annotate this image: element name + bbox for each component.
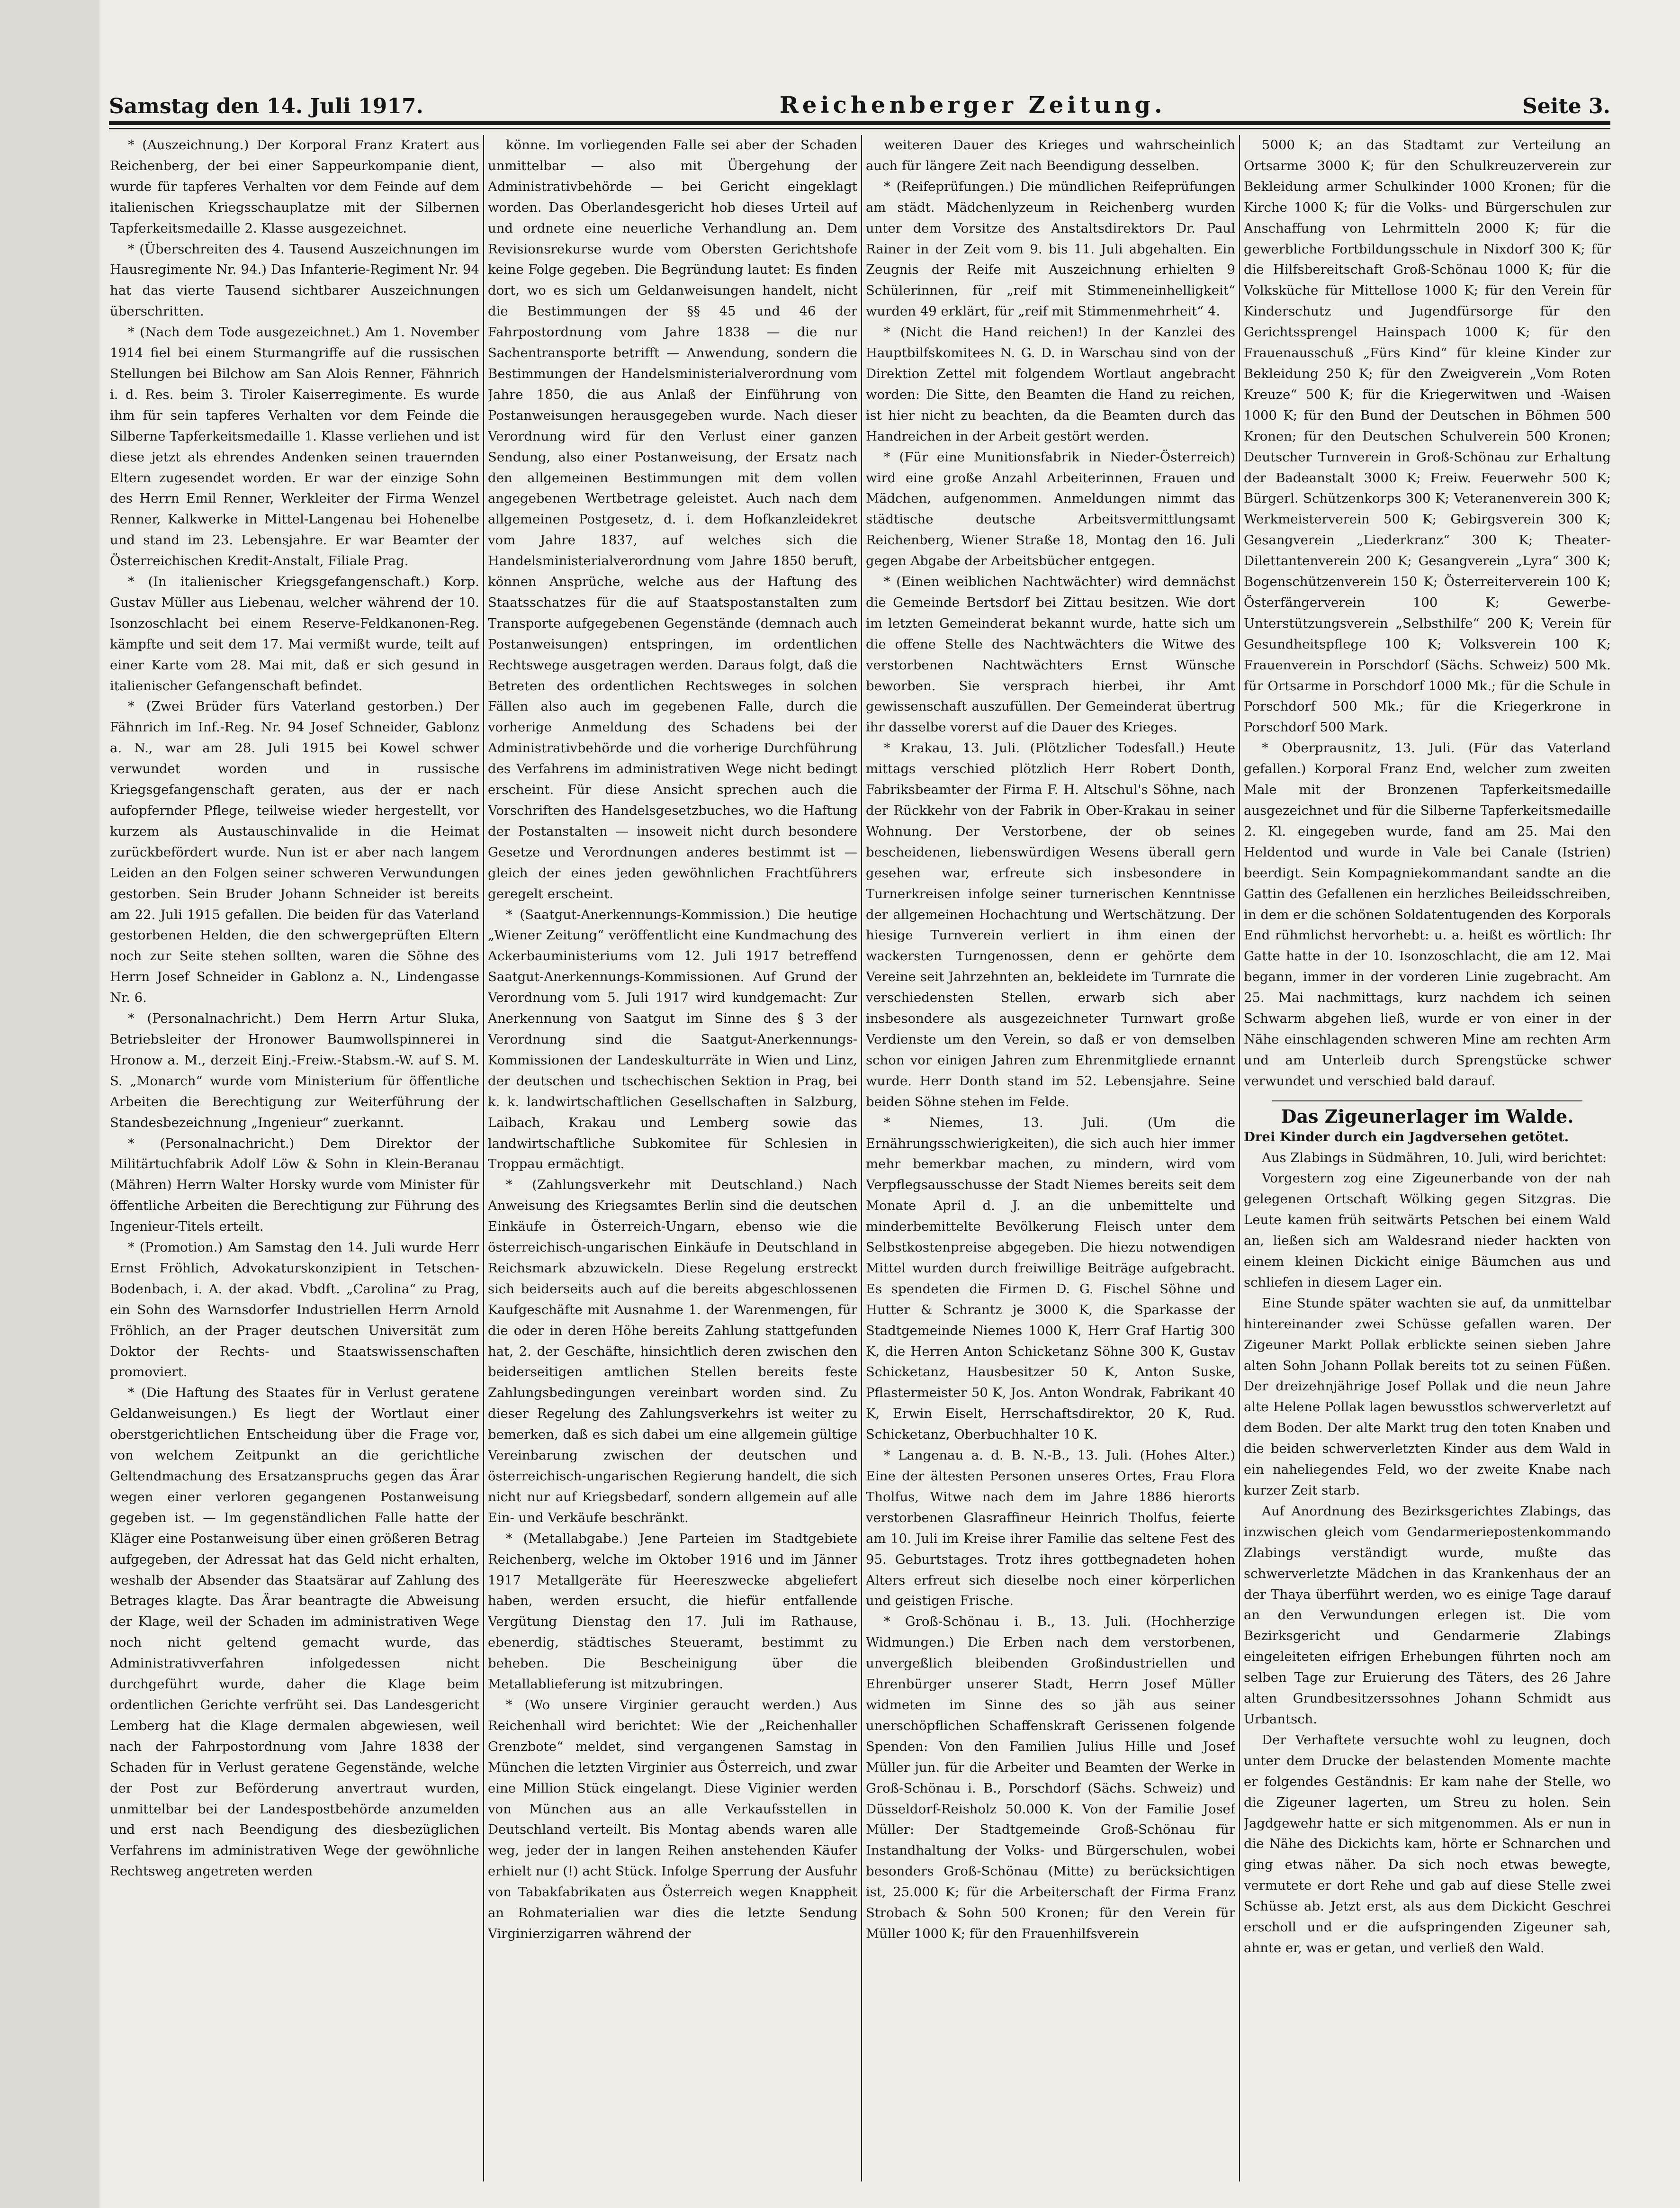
newspaper-title: Reichenberger Zeitung. [779,92,1166,118]
issue-date: Samstag den 14. Juli 1917. [109,94,423,118]
article-paragraph: Auf Anordnung des Bezirksgerichtes Zlabings, das inzwischen gleich vom Gendarmeriepostenkommando Zlabings verständigt wurde, mußte das schwerverletzte Mädchen in das Krankenhaus der an der Thaya überführt werden, wo es einige Tage darauf an den Verwundungen erlegen ist. Die vom Bezirksgericht und Gendarmerie Zlabings eingeleiteten eifrigen Erhebungen führten noch am selben Tage zur Eruierung des Täters, des 26 Jahre alten Grundbesitzerssohnes Johann Schmidt aus Urbantsch. [1244,1503,1611,1727]
news-item: * (Überschreiten des 4. Tausend Auszeichnungen im Hausregimente Nr. 94.) Das Infanterie-Regiment Nr. 94 hat das vierte Tausend sichtbarer Auszeichnungen überschritten. [110,241,479,319]
news-item: könne. Im vorliegenden Falle sei aber der Schaden unmittelbar — also mit Übergehung der Administrativbehörde — bei Gericht eingeklagt worden. Das Oberlandesgericht hob dieses Urteil auf und ordnete eine neuerliche Verhandlung an. Dem Revisionsrekurse wurde vom Obersten Gerichtshofe keine Folge gegeben. Die Begründung lautet: Es finden dort, wo es sich um Geldanweisungen handelt, nicht die Bestimmungen der §§ 45 und 46 der Fahrpostordnung vom Jahre 1838 — die nur Sachentransporte betrifft — Anwendung, sondern die Bestimmungen der Handelsministerialverordnung vom Jahre 1850, die aus Anlaß der Einführung von Postanweisungen herausgegeben wurde. Nach dieser Verordnung wird für den Verlust einer ganzen Sendung, also einer Postanweisung, der Ersatz nach den allgemeinen Bestimmungen mit dem vollen angegebenen Wertbetrage geleistet. Auch nach dem allgemeinen Postgesetz, d. i. dem Hofkanzleidekret vom Jahre 1837, auf welches sich die Handelsministerialverordnung vom Jahre 1850 beruft, können Ansprüche, welche aus der Haftung des Staatsschatzes für die auf Staatspostanstalten zum Transporte aufgegebenen Gegenstände (demnach auch Postanweisungen) entspringen, im ordentlichen Rechtswege ausgetragen werden. Daraus folgt, daß die Betreten des ordentlichen Rechtsweges in solchen Fällen also auch im gegebenen Falle, durch die vorherige Anmeldung des Schadens bei der Administrativbehörde und die vorherige Durchführung des Verfahrens im administrativen Wege nicht bedingt erscheint. Für diese Ansicht sprechen auch die Vorschriften des Handelsgesetzbuches, wo die Haftung der Postanstalten — insoweit nicht durch besondere Gesetze und Verordnungen anderes bestimmt ist — gleich der eines jeden gewöhnlichen Frachtführers geregelt erscheint. [488,137,857,901]
news-item: * (Personalnachricht.) Dem Direktor der Militärtuchfabrik Adolf Löw & Sohn in Klein-Beranau (Mähren) Herrn Walter Horsky wurde vom Minister für öffentliche Arbeiten die Berechtigung zur Führung des Ingenieur-Titels erteilt. [110,1136,479,1235]
column-3 [866,135,1235,2181]
news-item: * (Metallabgabe.) Jene Parteien im Stadtgebiete Reichenberg, welche im Oktober 1916 und im Jänner 1917 Metallgeräte für Heereszwecke abgeliefert haben, werden ersucht, die hiefür entfallende Vergütung Dienstag den 17. Juli im Rathause, ebenerdig, städtisches Steueramt, bestimmt zu beheben. Die Bescheinigung über die Metallablieferung ist mitzubringen. [488,1531,857,1692]
header-rule [109,121,1610,125]
news-item: * (Reifeprüfungen.) Die mündlichen Reifeprüfungen am städt. Mädchenlyzeum in Reichenberg wurden unter dem Vorsitze des Anstaltsdirektors Dr. Paul Rainer in der Zeit vom 9. bis 11. Juli abgehalten. Ein Zeugnis der Reife mit Auszeichnung erhielten 9 Schülerinnen, für „reif mit Stimmeneinhelligkeit“ wurden 49 erklärt, für „reif mit Stimmenmehrheit“ 4. [866,179,1235,319]
news-item: * (Promotion.) Am Samstag den 14. Juli wurde Herr Ernst Fröhlich, Advokaturskonzipient in Tetschen-Bodenbach, i. A. der akad. Vbdft. „Carolina“ zu Prag, ein Sohn des Warnsdorfer Industriellen Herrn Arnold Fröhlich, an der Prager deutschen Universität zum Doktor der Rechts- und Staatswissenschaften promoviert. [110,1240,479,1380]
news-item: * (Wo unsere Virginier geraucht werden.) Aus Reichenhall wird berichtet: Wie der „Reichenhaller Grenzbote“ meldet, sind vergangenen Samstag in München die letzten Virginier aus Österreich, und zwar eine Million Stück eingelangt. Diese Viginier werden von München aus an alle Verkaufsstellen in Deutschland verteilt. Bis Montag abends waren alle weg, jeder der in langen Reihen anstehenden Käufer erhielt nur (!) acht Stück. Infolge Sperrung der Ausfuhr von Tabakfabrikaten aus Österreich wegen Knappheit an Rohmaterialien war dies die letzte Sendung Virginierzigarren während der [488,1697,857,1941]
news-item: * (Die Haftung des Staates für in Verlust geratene Geldanweisungen.) Es liegt der Wortlaut einer oberstgerichtlichen Entscheidung über die Frage vor, von welchem Zeitpunkt an die gerichtliche Geltendmachung des Ersatzanspruchs gegen das Ärar wegen einer verloren gegangenen Postanweisung gegeben ist. — Im gegenständlichen Falle hatte der Kläger eine Postanweisung über einen größeren Betrag aufgegeben, der Adressat hat das Geld nicht erhalten, weshalb der Absender das Staatsärar auf Zahlung des Betrages klagte. Das Ärar beantragte die Abweisung der Klage, weil der Schaden im administrativen Wege noch nicht geltend gemacht wurde, das Administrativverfahren infolgedessen nicht durchgeführt wurde, daher die Klage beim ordentlichen Gerichte verfrüht sei. Das Landesgericht Lemberg hat die Klage dermalen abgewiesen, weil nach der Fahrpostordnung vom Jahre 1838 der Schaden für in Verlust geratene Gegenstände, welche der Post zur Beförderung anvertraut wurden, unmittelbar bei der Landespostbehörde anzumelden und erst nach Beendigung des diesbezüglichen Verfahrens im administrativen Wege der gewöhnliche Rechtsweg angetreten werden [110,1385,479,1879]
header-rule-thin [109,128,1610,129]
article-paragraph: Eine Stunde später wachten sie auf, da unmittelbar hintereinander zwei Schüsse gefallen waren. Der Zigeuner Markt Pollak erblickte seinen sieben Jahre alten Sohn Johann Pollak bereits tot zu seinen Füßen. Der dreizehnjährige Josef Pollak und die neun Jahre alte Helene Pollak lagen bewusstlos schwerverletzt auf dem Boden. Der alte Markt trug den toten Knaben und die beiden schwerverletzten Kinder aus dem Wald in ein naheliegendes Feld, wo der zweite Knabe nach kurzer Zeit starb. [1244,1295,1611,1498]
article-paragraph: Der Verhaftete versuchte wohl zu leugnen, doch unter dem Drucke der belastenden Momente machte er folgendes Geständnis: Er kam nahe der Stelle, wo die Zigeuner lagerten, um Streu zu holen. Sein Jagdgewehr hatte er sich mitgenommen. Als er nun in die Nähe des Dickichts kam, hörte er Schnarchen und ging etwas näher. Da sich noch etwas bewegte, vermutete er dort Rehe und gab auf diese Stelle zwei Schüsse ab. Jetzt erst, als aus dem Dickicht Geschrei erscholl und er die aufspringenden Zigeuner sah, ahnte er, was er getan, und verließ den Wald. [1244,1732,1611,1956]
news-item: * Oberprausnitz, 13. Juli. (Für das Vaterland gefallen.) Korporal Franz End, welcher zum zweiten Male mit der Bronzenen Tapferkeitsmedaille ausgezeichnet und für die Silberne Tapferkeitsmedaille 2. Kl. eingegeben wurde, fand am 25. Mai den Heldentod und wurde in Vale bei Canale (Istrien) beerdigt. Sein Kompagniekommandant sandte an die Gattin des Gefallenen ein herzliches Beileidsschreiben, in dem er die schönen Soldatentugenden des Korporals End rühmlichst hervorhebt: u. a. heißt es wörtlich: Ihr Gatte hatte in der 10. Isonzoschlacht, die am 12. Mai begann, immer in der vorderen Linie zugebracht. Am 25. Mai nachmittags, kurz nachdem ich seinen Schwarm abgehen ließ, wurde er von einer in der Nähe einschlagenden schweren Mine am rechten Arm und am Unterleib durch Sprengstücke schwer verwundet und verschied bald darauf. [1244,740,1611,1089]
news-item: * (Nicht die Hand reichen!) In der Kanzlei des Hauptbilfskomitees N. G. D. in Warschau sind von der Direktion Zettel mit folgendem Wortlaut angebracht worden: Die Sitte, den Beamten die Hand zu reichen, ist hier nicht zu beachten, da die Beamten durch das Handreichen in der Arbeit gestört werden. [866,324,1235,444]
news-item: * Niemes, 13. Juli. (Um die Ernährungsschwierigkeiten), die sich auch hier immer mehr bemerkbar machen, zu mindern, wird vom Verpflegsausschusse der Stadt Niemes bereits seit dem Monate April d. J. an die unbemittelte und minderbemittelte Bevölkerung Fleisch unter dem Selbstkostenpreise abgegeben. Die hiezu notwendigen Mittel wurden durch freiwillige Beiträge aufgebracht. Es spendeten die Firmen D. G. Fischel Söhne und Hutter & Schrantz je 3000 K, die Sparkasse der Stadtgemeinde Niemes 1000 K, Herr Graf Hartig 300 K, die Herren Anton Schicketanz Söhne 300 K, Gustav Schicketanz, Hausbesitzer 50 K, Anton Suske, Pflastermeister 50 K, Jos. Anton Wondrak, Fabrikant 40 K, Erwin Eiselt, Herrschaftsdirektor, 20 K, Rud. Schicketanz, Oberbuchhalter 10 K. [866,1115,1235,1442]
article-paragraph: Vorgestern zog eine Zigeunerbande von der nah gelegenen Ortschaft Wölking gegen Sitzgras. Die Leute kamen früh seitwärts Petschen bei einem Wald an, ließen sich am Waldesrand nieder hackten von einem kleinen Dickicht einige Bäumchen aus und schliefen in diesem Lager ein. [1244,1171,1611,1290]
article-subheading: Drei Kinder durch ein Jagdversehen getötet. [1244,1129,1569,1145]
news-item: * (Personalnachricht.) Dem Herrn Artur Sluka, Betriebsleiter der Hronower Baumwollspinnerei in Hronow a. M., derzeit Einj.-Freiw.-Stabsm.-W. auf S. M. S. „Monarch“ wurde vom Ministerium für öffentliche Arbeiten die Berechtigung zur Weiterführung der Standesbezeichnung „Ingenieur“ zuerkannt. [110,1011,479,1130]
news-item: * (Nach dem Tode ausgezeichnet.) Am 1. November 1914 fiel bei einem Sturmangriffe auf die russischen Stellungen bei Bilchow am San Alois Renner, Fähnrich i. d. Res. beim 3. Tiroler Kaiserregimente. Es wurde ihm für sein tapferes Verhalten vor dem Feinde die Silberne Tapferkeitsmedaille 1. Klasse verliehen und ist diese jetzt als ehrendes Andenken seinen trauernden Eltern zugesendet worden. Er war der einzige Sohn des Herrn Emil Renner, Werkleiter der Firma Wenzel Renner, Kalkwerke in Mittel-Langenau bei Hohenelbe und stand im 23. Lebensjahre. Er war Beamter der Österreichischen Kredit-Anstalt, Filiale Prag. [110,324,479,569]
news-item: 5000 K; an das Stadtamt zur Verteilung an Ortsarme 3000 K; für den Schulkreuzerverein zur Bekleidung armer Schulkinder 1000 Kronen; für die Kirche 1000 K; für die Volks- und Bürgerschulen zur Anschaffung von Lehrmitteln 2000 K; für die gewerbliche Fortbildungsschule in Nixdorf 300 K; für die Hilfsbereitschaft Groß-Schönau 1000 K; für die Volksküche für Mittellose 1000 K; für den Verein für Kinderschutz und Jugendfürsorge für den Gerichtssprengel Hainspach 1000 K; für den Frauenausschuß „Fürs Kind“ für kleine Kinder zur Bekleidung 250 K; für den Zweigverein „Vom Roten Kreuze“ 500 K; für die Kriegerwitwen und -Waisen 1000 K; für den Bund der Deutschen in Böhmen 500 Kronen; für den Deutschen Schulverein 500 Kronen; Deutscher Turnverein in Groß-Schönau zur Erhaltung der Badeanstalt 3000 K; Freiw. Feuerwehr 500 K; Bürgerl. Schützenkorps 300 K; Veteranenverein 300 K; Werkmeisterverein 500 K; Gebirgsverein 300 K; Gesangverein „Liederkranz“ 300 K; Theater-Dilettantenverein 200 K; Gesangverein „Lyra“ 300 K; Bogenschützenverein 150 K; Österreiterverein 100 K; Österfängerverein 100 K; Gewerbe-Unterstützungsverein „Selbsthilfe“ 200 K; Verein für Gesundheitspflege 100 K; Volksverein 100 K; Frauenverein in Porschdorf (Sächs. Schweiz) 500 Mk. für Ortsarme in Porschdorf 1000 Mk.; für die Schule in Porschdorf 500 Mk.; für die Kriegerkrone in Porschdorf 500 Mark. [1244,137,1611,735]
news-item: * Groß-Schönau i. B., 13. Juli. (Hochherzige Widmungen.) Die Erben nach dem verstorbenen, unvergeßlich bleibenden Großindustriellen und Ehrenbürger unserer Stadt, Herrn Josef Müller widmeten im Sinne des so jäh aus seiner unerschöpflichen Schaffenskraft Gerissenen folgende Spenden: Von den Familien Julius Hille und Josef Müller jun. für die Arbeiter und Beamten der Werke in Groß-Schönau i. B., Porschdorf (Sächs. Schweiz) und Düsseldorf-Reisholz 50.000 K. Von der Familie Josef Müller: Der Stadtgemeinde Groß-Schönau für Instandhaltung der Volks- und Bürgerschulen, wobei besonders Groß-Schönau (Mitte) zu berücksichtigen ist, 25.000 K; für die Arbeiterschaft der Firma Franz Strobach & Sohn 500 Kronen; für den Verein für Müller 1000 K; für den Frauenhilfsverein [866,1614,1235,1941]
news-item: * Langenau a. d. B. N.-B., 13. Juli. (Hohes Alter.) Eine der ältesten Personen unseres Ortes, Frau Flora Tholfus, Witwe nach dem im Jahre 1886 hierorts verstorbenen Glasraffineur Heinrich Tholfus, feierte am 10. Juli im Kreise ihrer Familie das seltene Fest des 95. Geburtstages. Trotz ihres gottbegnadeten hohen Alters erfreut sich dieselbe noch einer körperlichen und geistigen Frische. [866,1448,1235,1609]
news-item: * (Saatgut-Anerkennungs-Kommission.) Die heutige „Wiener Zeitung“ veröffentlicht eine Kundmachung des Ackerbauministeriums vom 12. Juli 1917 betreffend Saatgut-Anerkennungs-Kommissionen. Auf Grund der Verordnung vom 5. Juli 1917 wird kundgemacht: Zur Anerkennung von Saatgut im Sinne des § 3 der Verordnung sind die Saatgut-Anerkennungs-Kommissionen der Landeskulturräte in Wien und Linz, der deutschen und tschechischen Sektion in Prag, bei k. k. landwirtschaftlichen Gesellschaften in Salzburg, Laibach, Krakau und Lemberg sowie das landwirtschaftliche Subkomitee für Schlesien in Troppau ermächtigt. [488,907,857,1172]
article-heading: Das Zigeunerlager im Walde. [1281,1105,1574,1127]
news-item: * (Zwei Brüder fürs Vaterland gestorben.) Der Fähnrich im Inf.-Reg. Nr. 94 Josef Schneider, Gablonz a. N., war am 28. Juli 1915 bei Kowel schwer verwundet worden und in russische Kriegsgefangenschaft geraten, aus der er nach aufopfernder Pflege, teilweise wieder hergestellt, vor kurzem als Austauschinvalide in die Heimat zurückbefördert wurde. Nun ist er aber nach langem Leiden an den Folgen seiner schweren Verwundungen gestorben. Sein Bruder Johann Schneider ist bereits am 22. Juli 1915 gefallen. Die beiden für das Vaterland gestorbenen Helden, die den schwergeprüften Eltern noch zur Seite stehen sollten, waren die Söhne des Herrn Josef Schneider in Gablonz a. N., Lindengasse Nr. 6. [110,699,479,1006]
column-divider [861,135,862,2181]
news-item: * (In italienischer Kriegsgefangenschaft.) Korp. Gustav Müller aus Liebenau, welcher während der 10. Isonzoschlacht bei einem Reserve-Feldkanonen-Reg. kämpfte und seit dem 17. Mai vermißt wurde, teilt auf einer Karte vom 28. Mai mit, daß er sich gesund in italienischer Gefangenschaft befindet. [110,574,479,694]
article-paragraph: Aus Zlabings in Südmähren, 10. Juli, wird berichtet: [1262,1150,1607,1165]
news-item: * (Einen weiblichen Nachtwächter) wird demnächst die Gemeinde Bertsdorf bei Zittau besitzen. Wie dort im letzten Gemeinderat bekannt wurde, hatte sich um die offene Stelle des Nachtwächters die Witwe des verstorbenen Nachtwächters Ernst Wünsche beworben. Sie versprach hierbei, ihr Amt gewissenschaft auszufüllen. Der Gemeinderat übertrug ihr dasselbe vorerst auf die Dauer des Krieges. [866,574,1235,735]
page-margin [0,0,99,2208]
column-divider [483,135,484,2181]
news-item: * (Für eine Munitionsfabrik in Nieder-Österreich) wird eine große Anzahl Arbeiterinnen, Frauen und Mädchen, aufgenommen. Anmeldungen nimmt das städtische deutsche Arbeitsvermittlungsamt Reichenberg, Wiener Straße 18, Montag den 16. Juli gegen Abgabe der Arbeitsbücher entgegen. [866,449,1235,569]
column-divider [1239,135,1240,2181]
news-item: weiteren Dauer des Krieges und wahrscheinlich auch für längere Zeit nach Beendigung desselben. [866,137,1235,173]
column-4 [1244,135,1611,2181]
masthead [109,85,1610,118]
page-number: Seite 3. [1522,94,1610,118]
news-item: * (Auszeichnung.) Der Korporal Franz Kratert aus Reichenberg, der bei einer Sappeurkompanie dient, wurde für tapferes Verhalten vor dem Feinde auf dem italienischen Kriegsschauplatze mit der Silbernen Tapferkeitsmedaille 2. Klasse ausgezeichnet. [110,137,479,236]
column-2 [488,135,857,2181]
news-item: * Krakau, 13. Juli. (Plötzlicher Todesfall.) Heute mittags verschied plötzlich Herr Robert Donth, Fabriksbeamter der Firma F. H. Altschul's Söhne, nach der Rückkehr von der Fabrik in Ober-Krakau in seiner Wohnung. Der Verstorbene, der ob seines bescheidenen, liebenswürdigen Wesens überall gern gesehen war, erfreute sich insbesondere in Turnerkreisen infolge seiner turnerischen Kenntnisse der allgemeinen Hochachtung und Wertschätzung. Der hiesige Turnverein verliert in ihm einen der wackersten Turngenossen, denn er gehörte dem Vereine seit Jahrzehnten an, bekleidete im Turnrate die verschiedensten Stellen, erwarb sich aber insbesondere als ausgezeichneter Turnwart große Verdienste um den Verein, so daß er von demselben schon vor einigen Jahren zum Ehrenmitgliede ernannt wurde. Herr Donth stand im 52. Lebensjahre. Seine beiden Söhne stehen im Felde. [866,740,1235,1109]
column-1 [110,135,479,2181]
news-item: * (Zahlungsverkehr mit Deutschland.) Nach Anweisung des Kriegsamtes Berlin sind die deutschen Einkäufe in Österreich-Ungarn, ebenso wie die österreichisch-ungarischen Einkäufe in Deutschland in Reichsmark abzuwickeln. Diese Regelung erstreckt sich beiderseits auch auf die bereits abgeschlossenen Kaufgeschäfte mit Ausnahme 1. der Warenmengen, für die oder in deren Höhe bereits Zahlung stattgefunden hat, 2. der Geschäfte, hinsichtlich deren zwischen den beiderseitigen amtlichen Stellen bereits feste Zahlungsbedingungen vereinbart worden sind. Zu dieser Regelung des Zahlungsverkehrs ist weiter zu bemerken, daß es sich dabei um eine allgemein gültige Vereinbarung zwischen der deutschen und österreichisch-ungarischen Regierung handelt, die sich nicht nur auf Kriegsbedarf, sondern allgemein auf alle Ein- und Verkäufe beschränkt. [488,1177,857,1525]
article-separator [1272,1100,1582,1101]
